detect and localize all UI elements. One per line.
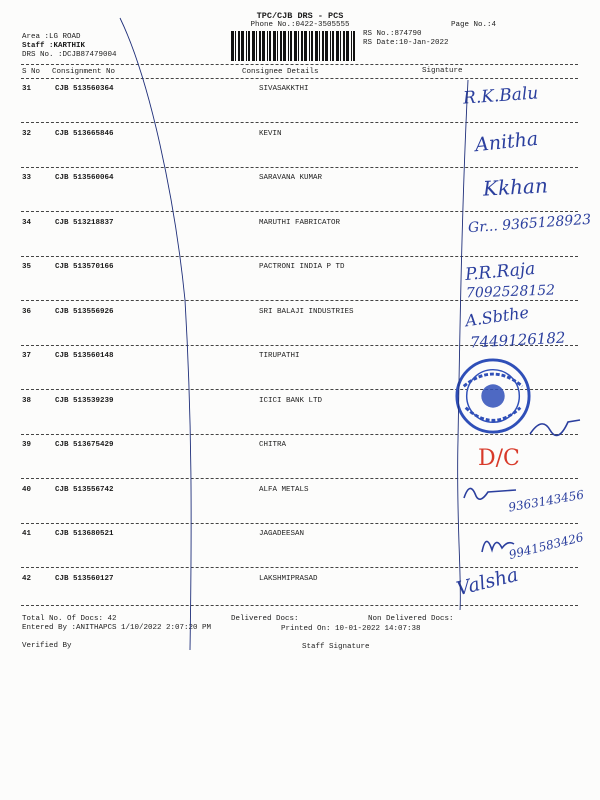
row-divider: [21, 256, 578, 257]
footer-divider: [21, 605, 578, 606]
document-title: TPC/CJB DRS - PCS: [256, 11, 344, 21]
row-number: 36: [22, 307, 32, 316]
phone-number: Phone No.:0422-3505555: [250, 21, 350, 29]
consignee-name: PACTRONI INDIA P TD: [259, 263, 345, 271]
signature-row-42: Valsha: [454, 563, 521, 601]
barcode-bar: [343, 31, 345, 61]
rs-number: RS No.:874790: [363, 30, 422, 38]
consignee-name: SIVASAKKTHI: [259, 85, 309, 93]
barcode-bar: [280, 31, 282, 61]
signature-row-40-phone: 9363143456: [507, 487, 585, 515]
barcode-bar: [290, 31, 292, 61]
consignee-name: SARAVANA KUMAR: [259, 174, 323, 182]
page-number: Page No.:4: [451, 21, 497, 29]
drs-number: DRS No. :DCJB87479004: [22, 51, 117, 59]
total-docs: Total No. Of Docs: 42: [22, 615, 117, 623]
barcode-bar: [311, 31, 313, 61]
consignment-number: CJB 513560364: [55, 85, 114, 93]
barcode-bar: [283, 31, 286, 61]
row-number: 37: [22, 352, 32, 360]
staff-label: Staff :KARTHIK: [22, 42, 86, 50]
column-header-s-no: S No: [22, 68, 41, 76]
barcode-bar: [298, 31, 299, 61]
consignment-number: CJB 513560127: [55, 574, 114, 583]
row-number: 40: [22, 485, 32, 494]
row-number: 32: [22, 129, 32, 138]
barcode-bar: [301, 31, 303, 61]
consignee-name: JAGADEESAN: [259, 530, 305, 538]
consignee-name: LAKSHMIPRASAD: [259, 574, 318, 583]
row-number: 31: [22, 85, 32, 93]
column-header-signature: Signature: [422, 67, 463, 75]
signature-row-32: Anitha: [474, 127, 540, 157]
barcode-bar: [256, 31, 257, 61]
barcode-bar: [319, 31, 320, 61]
verified-by: Verified By: [22, 642, 72, 650]
barcode-bar: [309, 31, 310, 61]
barcode-bar: [238, 31, 240, 61]
consignment-number: CJB 513539239: [55, 396, 114, 405]
row-divider: [21, 523, 578, 524]
consignee-name: SRI BALAJI INDUSTRIES: [259, 307, 354, 316]
entered-by: Entered By :ANITHAPCS 1/10/2022 2:07:20 PM: [22, 624, 212, 632]
row-number: 38: [22, 396, 32, 405]
barcode-bar: [231, 31, 234, 61]
consignment-number: CJB 513675429: [55, 441, 114, 449]
column-header-consignment-no: Consignment No: [52, 68, 116, 76]
signature-row-35: P.R.Raja: [464, 258, 537, 286]
consignment-number: CJB 513680521: [55, 530, 114, 538]
non-delivered-docs: Non Delivered Docs:: [368, 615, 454, 623]
signature-row-34: Gr... 9365128923: [467, 211, 592, 237]
consignee-name: TIRUPATHI: [259, 352, 300, 360]
row-number: 33: [22, 174, 32, 182]
barcode-bar: [246, 31, 247, 61]
barcode-bar: [252, 31, 255, 61]
signature-row-36-phone: 7449126182: [469, 328, 566, 352]
barcode-bar: [294, 31, 297, 61]
delivered-docs: Delivered Docs:: [231, 615, 299, 623]
area-label: Area :LG ROAD: [22, 33, 81, 41]
barcode-image: [231, 31, 357, 61]
column-header-consignee-details: Consignee Details: [242, 68, 319, 76]
barcode-bar: [262, 31, 265, 61]
signature-row-36: A.Sbthe: [463, 302, 531, 331]
rs-date: RS Date:10-Jan-2022: [363, 39, 449, 47]
barcode-bar: [336, 31, 339, 61]
barcode-bar: [322, 31, 324, 61]
consignment-number: CJB 513570166: [55, 263, 114, 271]
row-divider: [21, 122, 578, 123]
barcode-bar: [273, 31, 276, 61]
barcode-bar: [330, 31, 331, 61]
barcode-bar: [235, 31, 236, 61]
signature-row-41-scribble: [478, 530, 518, 558]
consignment-number: CJB 513556926: [55, 307, 114, 316]
row-divider: [21, 211, 578, 212]
signature-row-39-dc-mark: D/C: [478, 446, 520, 471]
consignment-number: CJB 513560148: [55, 352, 114, 360]
barcode-bar: [241, 31, 244, 61]
barcode-bar: [353, 31, 355, 61]
staff-signature: Staff Signature: [302, 643, 370, 651]
row-number: 35: [22, 263, 32, 271]
consignment-number: CJB 513556742: [55, 485, 114, 494]
barcode-bar: [288, 31, 289, 61]
consignment-number: CJB 513560064: [55, 174, 114, 182]
barcode-bar: [340, 31, 341, 61]
barcode-bar: [269, 31, 271, 61]
barcode-bar: [277, 31, 278, 61]
signature-row-33: Kkhan: [482, 173, 549, 201]
consignee-name: KEVIN: [259, 129, 282, 138]
signature-row-31: R.K.Balu: [462, 83, 539, 109]
row-divider: [21, 167, 578, 168]
consignment-number: CJB 513665846: [55, 129, 114, 138]
barcode-bar: [315, 31, 318, 61]
header-divider-bottom: [21, 78, 578, 79]
header-divider-top: [21, 64, 578, 65]
row-number: 34: [22, 218, 32, 227]
signature-row-35-phone: 7092528152: [465, 282, 556, 302]
barcode-bar: [325, 31, 328, 61]
barcode-bar: [332, 31, 334, 61]
consignment-number: CJB 513218837: [55, 218, 114, 227]
row-number: 42: [22, 574, 32, 583]
barcode-bar: [267, 31, 268, 61]
printed-on: Printed On: 10-01-2022 14:07:38: [281, 625, 421, 633]
barcode-bar: [304, 31, 307, 61]
barcode-bar: [346, 31, 349, 61]
consignee-name: MARUTHI FABRICATOR: [259, 218, 341, 227]
consignee-name: CHITRA: [259, 441, 287, 449]
signature-row-41-phone: 9941583426: [507, 529, 585, 563]
barcode-bar: [248, 31, 250, 61]
barcode-bar: [259, 31, 261, 61]
barcode-bar: [351, 31, 352, 61]
row-number: 39: [22, 441, 32, 449]
bank-stamp-seal: [454, 357, 532, 435]
consignee-name: ICICI BANK LTD: [259, 396, 323, 405]
row-number: 41: [22, 530, 32, 538]
signature-row-38-scribble: [528, 412, 583, 440]
signature-row-40-scribble: [460, 478, 520, 504]
consignee-name: ALFA METALS: [259, 485, 309, 494]
